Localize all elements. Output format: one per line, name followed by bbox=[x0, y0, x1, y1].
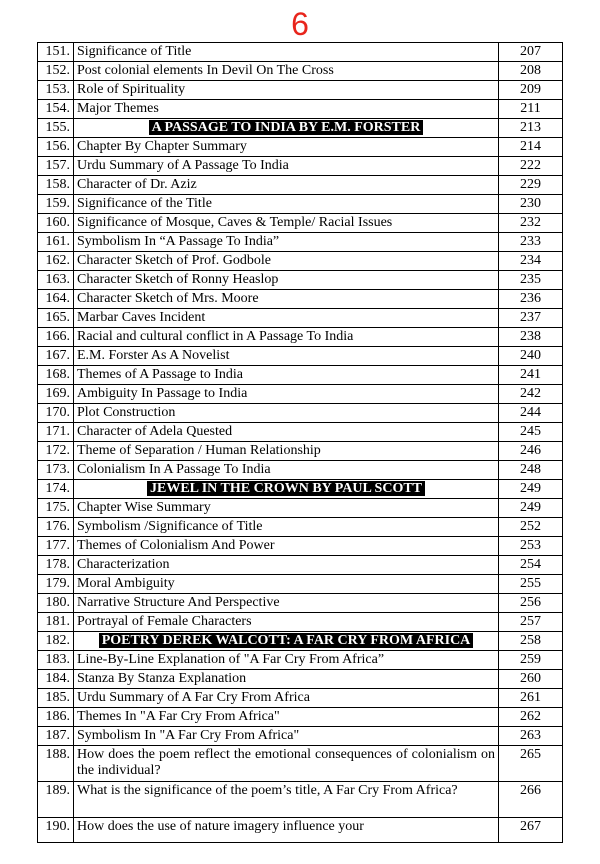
entry-page: 246 bbox=[499, 442, 563, 461]
entry-page: 213 bbox=[499, 119, 563, 138]
entry-page: 248 bbox=[499, 461, 563, 480]
toc-row bbox=[38, 328, 563, 347]
section-heading-cell bbox=[74, 119, 499, 138]
toc-row bbox=[38, 290, 563, 309]
entry-number: 185. bbox=[38, 689, 74, 708]
entry-title: Symbolism In “A Passage To India” bbox=[74, 233, 499, 252]
section-heading: POETRY DEREK WALCOTT: A FAR CRY FROM AFRICA bbox=[99, 633, 474, 648]
entry-page: 209 bbox=[499, 81, 563, 100]
entry-page: 258 bbox=[499, 632, 563, 651]
entry-number: 160. bbox=[38, 214, 74, 233]
entry-page: 249 bbox=[499, 499, 563, 518]
entry-number: 182. bbox=[38, 632, 74, 651]
entry-number: 169. bbox=[38, 385, 74, 404]
entry-number: 176. bbox=[38, 518, 74, 537]
toc-row bbox=[38, 100, 563, 119]
entry-page: 254 bbox=[499, 556, 563, 575]
entry-title: Marbar Caves Incident bbox=[74, 309, 499, 328]
toc-row bbox=[38, 385, 563, 404]
toc-row bbox=[38, 651, 563, 670]
entry-page: 241 bbox=[499, 366, 563, 385]
entry-title: What is the significance of the poem’s title, A Far Cry From Africa? bbox=[74, 782, 499, 818]
entry-page: 214 bbox=[499, 138, 563, 157]
entry-number: 166. bbox=[38, 328, 74, 347]
entry-number: 165. bbox=[38, 309, 74, 328]
entry-page: 208 bbox=[499, 62, 563, 81]
entry-number: 158. bbox=[38, 176, 74, 195]
entry-page: 244 bbox=[499, 404, 563, 423]
entry-page: 234 bbox=[499, 252, 563, 271]
toc-row bbox=[38, 366, 563, 385]
entry-number: 156. bbox=[38, 138, 74, 157]
entry-number: 172. bbox=[38, 442, 74, 461]
entry-page: 267 bbox=[499, 818, 563, 843]
entry-number: 189. bbox=[38, 782, 74, 818]
entry-page: 230 bbox=[499, 195, 563, 214]
toc-row bbox=[38, 214, 563, 233]
entry-title: How does the use of nature imagery influence your bbox=[74, 818, 499, 843]
entry-title: Chapter Wise Summary bbox=[74, 499, 499, 518]
entry-number: 171. bbox=[38, 423, 74, 442]
entry-title: Line-By-Line Explanation of "A Far Cry From Africa” bbox=[74, 651, 499, 670]
toc-row bbox=[38, 252, 563, 271]
entry-title: Urdu Summary of A Passage To India bbox=[74, 157, 499, 176]
toc-row bbox=[38, 43, 563, 62]
section-heading-cell bbox=[74, 480, 499, 499]
toc-row bbox=[38, 271, 563, 290]
entry-number: 170. bbox=[38, 404, 74, 423]
entry-page: 237 bbox=[499, 309, 563, 328]
entry-number: 163. bbox=[38, 271, 74, 290]
entry-number: 151. bbox=[38, 43, 74, 62]
entry-title: Role of Spirituality bbox=[74, 81, 499, 100]
toc-row bbox=[38, 176, 563, 195]
entry-page: 249 bbox=[499, 480, 563, 499]
toc-row bbox=[38, 556, 563, 575]
entry-page: 236 bbox=[499, 290, 563, 309]
toc-body bbox=[38, 43, 563, 843]
entry-page: 233 bbox=[499, 233, 563, 252]
entry-number: 155. bbox=[38, 119, 74, 138]
toc-row bbox=[38, 727, 563, 746]
entry-title: E.M. Forster As A Novelist bbox=[74, 347, 499, 366]
entry-page: 245 bbox=[499, 423, 563, 442]
entry-title: Themes In "A Far Cry From Africa" bbox=[74, 708, 499, 727]
entry-number: 190. bbox=[38, 818, 74, 843]
entry-title: Theme of Separation / Human Relationship bbox=[74, 442, 499, 461]
entry-title: Characterization bbox=[74, 556, 499, 575]
toc-row bbox=[38, 195, 563, 214]
entry-page: 260 bbox=[499, 670, 563, 689]
entry-number: 183. bbox=[38, 651, 74, 670]
entry-title: Character of Adela Quested bbox=[74, 423, 499, 442]
entry-page: 256 bbox=[499, 594, 563, 613]
table-of-contents bbox=[37, 42, 563, 843]
entry-number: 161. bbox=[38, 233, 74, 252]
entry-number: 167. bbox=[38, 347, 74, 366]
toc-row bbox=[38, 233, 563, 252]
entry-title: Character Sketch of Mrs. Moore bbox=[74, 290, 499, 309]
section-heading: A PASSAGE TO INDIA BY E.M. FORSTER bbox=[149, 120, 424, 135]
entry-title: Significance of Mosque, Caves & Temple/ Racial Issues bbox=[74, 214, 499, 233]
entry-number: 154. bbox=[38, 100, 74, 119]
entry-page: 207 bbox=[499, 43, 563, 62]
entry-page: 238 bbox=[499, 328, 563, 347]
entry-number: 177. bbox=[38, 537, 74, 556]
entry-number: 180. bbox=[38, 594, 74, 613]
entry-page: 253 bbox=[499, 537, 563, 556]
entry-number: 187. bbox=[38, 727, 74, 746]
entry-title: Themes of A Passage to India bbox=[74, 366, 499, 385]
toc-row bbox=[38, 537, 563, 556]
toc-row bbox=[38, 404, 563, 423]
toc-row bbox=[38, 746, 563, 782]
entry-title: Urdu Summary of A Far Cry From Africa bbox=[74, 689, 499, 708]
entry-title: Themes of Colonialism And Power bbox=[74, 537, 499, 556]
entry-number: 178. bbox=[38, 556, 74, 575]
toc-row bbox=[38, 347, 563, 366]
entry-title: How does the poem reflect the emotional consequences of colonialism on the individual? bbox=[74, 746, 499, 782]
entry-page: 266 bbox=[499, 782, 563, 818]
toc-row bbox=[38, 423, 563, 442]
entry-number: 153. bbox=[38, 81, 74, 100]
entry-page: 232 bbox=[499, 214, 563, 233]
section-heading-cell bbox=[74, 632, 499, 651]
entry-title: Post colonial elements In Devil On The Cross bbox=[74, 62, 499, 81]
entry-number: 179. bbox=[38, 575, 74, 594]
toc-row bbox=[38, 138, 563, 157]
toc-row bbox=[38, 62, 563, 81]
entry-title: Significance of Title bbox=[74, 43, 499, 62]
toc-section-heading-row bbox=[38, 632, 563, 651]
entry-page: 255 bbox=[499, 575, 563, 594]
entry-page: 261 bbox=[499, 689, 563, 708]
entry-title: Colonialism In A Passage To India bbox=[74, 461, 499, 480]
entry-page: 259 bbox=[499, 651, 563, 670]
entry-title: Racial and cultural conflict in A Passage To India bbox=[74, 328, 499, 347]
toc-row bbox=[38, 708, 563, 727]
entry-number: 173. bbox=[38, 461, 74, 480]
entry-page: 257 bbox=[499, 613, 563, 632]
entry-page: 263 bbox=[499, 727, 563, 746]
entry-title: Moral Ambiguity bbox=[74, 575, 499, 594]
entry-title: Character Sketch of Ronny Heaslop bbox=[74, 271, 499, 290]
toc-row bbox=[38, 818, 563, 843]
entry-page: 252 bbox=[499, 518, 563, 537]
entry-number: 159. bbox=[38, 195, 74, 214]
toc-section-heading-row bbox=[38, 119, 563, 138]
entry-number: 157. bbox=[38, 157, 74, 176]
entry-number: 164. bbox=[38, 290, 74, 309]
entry-title: Major Themes bbox=[74, 100, 499, 119]
toc-row bbox=[38, 499, 563, 518]
toc-row bbox=[38, 309, 563, 328]
entry-title: Character Sketch of Prof. Godbole bbox=[74, 252, 499, 271]
entry-page: 235 bbox=[499, 271, 563, 290]
entry-title: Narrative Structure And Perspective bbox=[74, 594, 499, 613]
entry-page: 242 bbox=[499, 385, 563, 404]
entry-number: 168. bbox=[38, 366, 74, 385]
entry-page: 240 bbox=[499, 347, 563, 366]
entry-page: 265 bbox=[499, 746, 563, 782]
entry-title: Chapter By Chapter Summary bbox=[74, 138, 499, 157]
toc-row bbox=[38, 461, 563, 480]
section-heading: JEWEL IN THE CROWN BY PAUL SCOTT bbox=[147, 481, 425, 496]
toc-row bbox=[38, 689, 563, 708]
toc-row bbox=[38, 594, 563, 613]
entry-page: 262 bbox=[499, 708, 563, 727]
entry-title: Portrayal of Female Characters bbox=[74, 613, 499, 632]
entry-number: 184. bbox=[38, 670, 74, 689]
entry-number: 175. bbox=[38, 499, 74, 518]
entry-number: 162. bbox=[38, 252, 74, 271]
entry-title: Symbolism /Significance of Title bbox=[74, 518, 499, 537]
toc-row bbox=[38, 518, 563, 537]
entry-title: Character of Dr. Aziz bbox=[74, 176, 499, 195]
entry-title: Significance of the Title bbox=[74, 195, 499, 214]
entry-title: Plot Construction bbox=[74, 404, 499, 423]
entry-title: Symbolism In "A Far Cry From Africa" bbox=[74, 727, 499, 746]
toc-row bbox=[38, 613, 563, 632]
toc-row bbox=[38, 782, 563, 818]
page-number: 6 bbox=[291, 6, 309, 42]
entry-number: 174. bbox=[38, 480, 74, 499]
entry-number: 181. bbox=[38, 613, 74, 632]
toc-row bbox=[38, 670, 563, 689]
entry-number: 152. bbox=[38, 62, 74, 81]
entry-title: Ambiguity In Passage to India bbox=[74, 385, 499, 404]
entry-page: 229 bbox=[499, 176, 563, 195]
toc-row bbox=[38, 81, 563, 100]
entry-number: 188. bbox=[38, 746, 74, 782]
toc-section-heading-row bbox=[38, 480, 563, 499]
toc-row bbox=[38, 575, 563, 594]
entry-number: 186. bbox=[38, 708, 74, 727]
entry-page: 211 bbox=[499, 100, 563, 119]
entry-title: Stanza By Stanza Explanation bbox=[74, 670, 499, 689]
entry-page: 222 bbox=[499, 157, 563, 176]
toc-row bbox=[38, 157, 563, 176]
toc-row bbox=[38, 442, 563, 461]
